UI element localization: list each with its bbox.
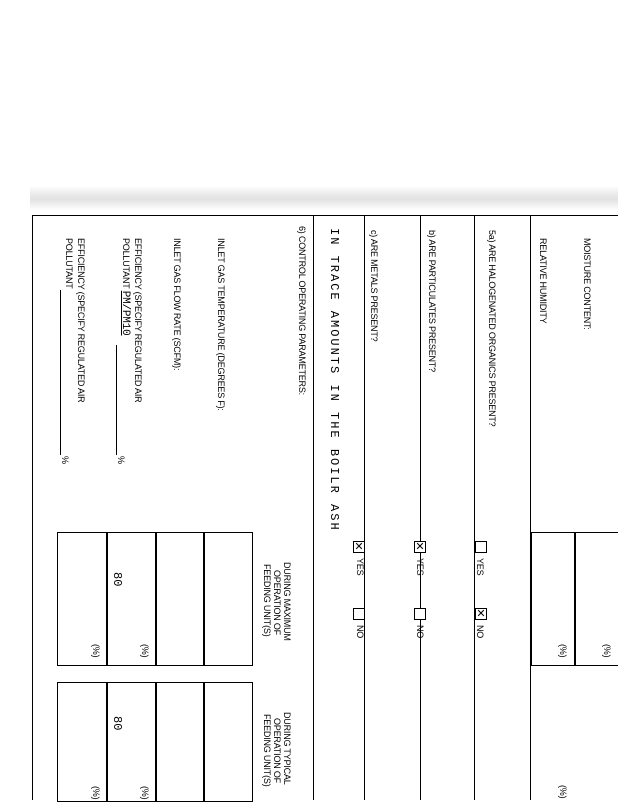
scan-smudge: [30, 186, 618, 210]
inlet-flow-label: INLET GAS FLOW RATE (SCFM):: [172, 238, 182, 371]
particulates-yes-label: YES: [415, 558, 425, 576]
metals-handwritten-answer: IN TRACE AMOUNTS IN THE BOILR ASH: [327, 228, 341, 532]
efficiency-1-label-line2: [119, 238, 131, 336]
row-separator-halogenated: [474, 215, 475, 800]
typical-efficiency-1-value: 80: [110, 716, 124, 731]
metals-yes-checkbox[interactable]: [353, 541, 365, 553]
particulates-yes-checkbox[interactable]: [414, 541, 426, 553]
row-separator-particulates: [420, 215, 421, 800]
halogenated-no-label: NO: [475, 625, 485, 639]
moisture-section-border: [530, 215, 531, 800]
max-efficiency-2-unit: (%): [91, 644, 101, 658]
metals-no-label: NO: [355, 625, 365, 639]
efficiency-2-label-line2: POLLUTANT: [64, 238, 74, 289]
typical-efficiency-2-unit: (%): [91, 786, 101, 800]
metals-yes-label: YES: [355, 558, 365, 576]
halogenated-question: 5a) ARE HALOGENATED ORGANICS PRESENT?: [487, 230, 497, 427]
max-efficiency-1-unit: (%): [140, 644, 150, 658]
efficiency-1-percent: %: [116, 456, 126, 464]
efficiency-2-percent: %: [60, 456, 70, 464]
moisture-content-label: MOISTURE CONTENT:: [582, 238, 592, 330]
particulates-question: b) ARE PARTICULATES PRESENT?: [427, 230, 437, 372]
particulates-no-checkbox[interactable]: [414, 608, 426, 620]
typical-column-header-line3: FEEDING UNIT(S): [262, 714, 272, 787]
form-left-border: [32, 215, 33, 800]
humidity-max-field[interactable]: [531, 532, 576, 666]
metals-no-checkbox[interactable]: [353, 608, 365, 620]
efficiency-1-blank-line: [116, 345, 117, 455]
inlet-temperature-label: INLET GAS TEMPERATURE (DEGREES F):: [216, 238, 226, 411]
row-separator-control: [313, 215, 314, 800]
halogenated-no-checkbox[interactable]: [475, 608, 487, 620]
typical-flow-field[interactable]: [155, 682, 205, 802]
typical-efficiency-1-unit: (%): [140, 786, 150, 800]
max-column-header-line2: OPERATION OF: [272, 570, 282, 635]
max-flow-field[interactable]: [155, 532, 205, 666]
typical-column-header-line2: OPERATION OF: [272, 718, 282, 783]
max-column-header-line1: DURING MAXIMUM: [282, 562, 292, 641]
humidity-max-unit: (%): [558, 644, 568, 658]
halogenated-yes-label: YES: [475, 558, 485, 576]
moisture-max-unit: (%): [602, 644, 612, 658]
row-separator-metals: [364, 215, 365, 800]
humidity-typical-unit: (%): [558, 785, 568, 799]
control-parameters-heading: 6) CONTROL OPERATING PARAMETERS:: [297, 226, 307, 395]
typical-efficiency-1-field[interactable]: [106, 682, 157, 802]
efficiency-1-label-line1: EFFICIENCY (SPECIFY REGULATED AIR: [133, 238, 143, 403]
typical-temp-field[interactable]: [203, 682, 253, 802]
max-temp-field[interactable]: [203, 532, 253, 666]
max-column-header-line3: FEEDING UNIT(S): [262, 564, 272, 637]
particulates-no-label: NO: [415, 625, 425, 639]
relative-humidity-label: RELATIVE HUMIDITY: [538, 238, 548, 324]
metals-question: c) ARE METALS PRESENT?: [369, 230, 379, 342]
typical-column-header-line1: DURING TYPICAL: [282, 712, 292, 785]
max-efficiency-1-value: 80: [110, 572, 124, 587]
efficiency-2-label-line1: EFFICIENCY (SPECIFY REGULATED AIR: [76, 238, 86, 403]
typical-efficiency-2-field[interactable]: [57, 682, 108, 802]
efficiency-1-prefix: POLLUTANT: [121, 238, 131, 291]
efficiency-2-blank-line: [60, 290, 61, 455]
efficiency-1-pollutant: PM/PM10: [119, 290, 131, 336]
halogenated-yes-checkbox[interactable]: [475, 541, 487, 553]
